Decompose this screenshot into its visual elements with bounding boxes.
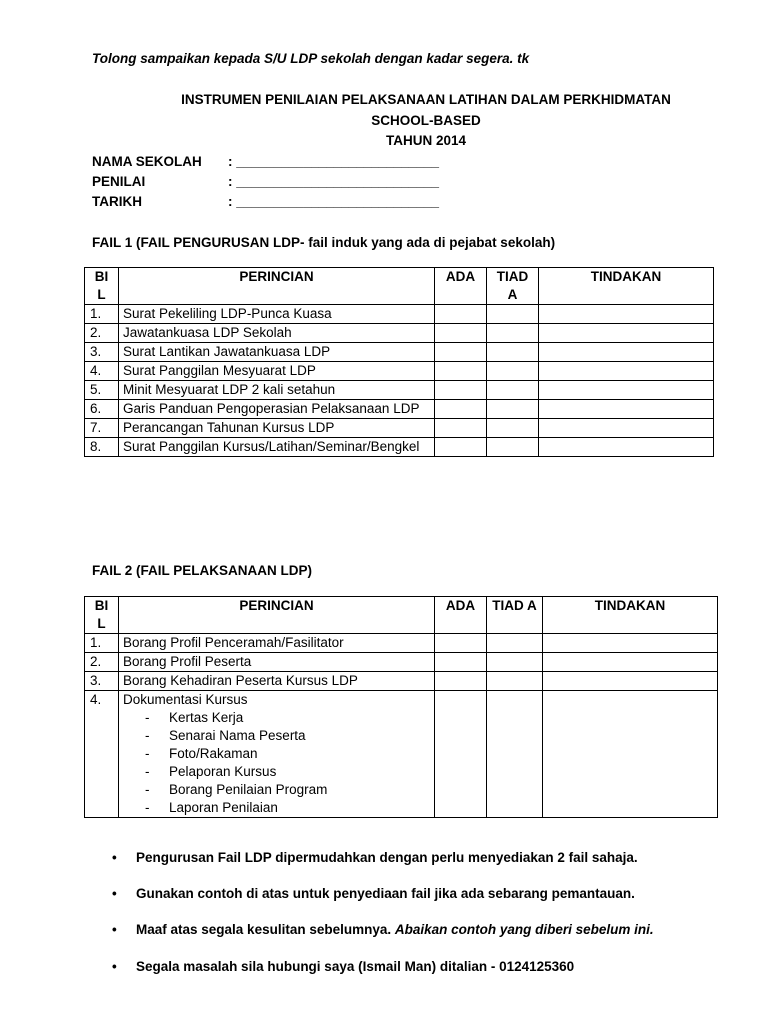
tiada-cell[interactable] [487, 343, 539, 362]
table-header-row [85, 268, 714, 305]
sub-item-text: Foto/Rakaman [169, 746, 258, 761]
document-title-line3: TAHUN 2014 [385, 133, 467, 148]
sub-item [123, 709, 430, 727]
header-perincian: PERINCIAN [119, 597, 435, 634]
table-row [85, 653, 718, 672]
tiada-cell[interactable] [487, 634, 543, 653]
dash-bullet: - [145, 710, 150, 725]
tiada-cell[interactable] [487, 653, 543, 672]
header-tindakan: TINDAKAN [543, 597, 718, 634]
tiada-cell[interactable] [487, 381, 539, 400]
bullet-text-italic: Abaikan contoh yang diberi sebelum ini. [394, 922, 654, 937]
row-number: 7. [85, 419, 119, 438]
meta-value: : ___________________________ [228, 174, 439, 189]
header-ada: ADA [435, 268, 487, 305]
row-text: Jawatankuasa LDP Sekolah [119, 324, 435, 343]
tiada-cell[interactable] [487, 419, 539, 438]
table-row [85, 381, 714, 400]
ada-cell[interactable] [435, 305, 487, 324]
ada-cell[interactable] [435, 419, 487, 438]
bullet-dot: • [112, 959, 117, 974]
sub-item-text: Senarai Nama Peserta [169, 728, 306, 743]
table-row [85, 362, 714, 381]
sub-item [123, 763, 430, 781]
fail1-table [84, 267, 714, 457]
bullet-dot: • [112, 850, 117, 865]
sub-item [123, 727, 430, 745]
tiada-cell[interactable] [487, 691, 543, 818]
table-row [85, 324, 714, 343]
document-title-line1: INSTRUMEN PENILAIAN PELAKSANAAN LATIHAN DALAM PERKHIDMATAN [181, 92, 671, 107]
header-tindakan: TINDAKAN [539, 268, 714, 305]
meta-label: PENILAI [92, 174, 146, 189]
table-row [85, 691, 718, 818]
table-row [85, 400, 714, 419]
row-text-with-subitems [119, 691, 435, 818]
sub-item-text: Borang Penilaian Program [169, 782, 328, 797]
tiada-cell[interactable] [487, 438, 539, 457]
bullet-text: Gunakan contoh di atas untuk penyediaan fail jika ada sebarang pemantauan. [136, 886, 635, 901]
header-bil: BI L [85, 597, 119, 634]
tiada-cell[interactable] [487, 324, 539, 343]
row-text: Borang Profil Penceramah/Fasilitator [119, 634, 435, 653]
row-number: 4. [85, 691, 119, 818]
sub-item-text: Pelaporan Kursus [169, 764, 277, 779]
table-row [85, 305, 714, 324]
ada-cell[interactable] [435, 400, 487, 419]
bullet-text-normal: Maaf atas segala kesulitan sebelumnya. [136, 922, 395, 937]
row-number: 8. [85, 438, 119, 457]
row-text: Borang Kehadiran Peserta Kursus LDP [119, 672, 435, 691]
header-perincian: PERINCIAN [119, 268, 435, 305]
meta-value: : ___________________________ [228, 154, 439, 169]
row-text: Surat Lantikan Jawatankuasa LDP [119, 343, 435, 362]
tiada-cell[interactable] [487, 672, 543, 691]
meta-penilai [92, 174, 439, 189]
row-number: 5. [85, 381, 119, 400]
meta-label: NAMA SEKOLAH [92, 154, 202, 169]
tindakan-cell[interactable] [539, 305, 714, 324]
dash-bullet: - [145, 764, 150, 779]
tiada-cell[interactable] [487, 362, 539, 381]
row-number: 2. [85, 653, 119, 672]
header-bil: BI L [85, 268, 119, 305]
row-text: Surat Pekeliling LDP-Punca Kuasa [119, 305, 435, 324]
table-row [85, 419, 714, 438]
fail2-table [84, 596, 718, 818]
header-tiada: TIAD A [487, 597, 543, 634]
bullet-dot: • [112, 886, 117, 901]
ada-cell[interactable] [435, 691, 487, 818]
table-row [85, 438, 714, 457]
dash-bullet: - [145, 782, 150, 797]
tindakan-cell[interactable] [543, 672, 718, 691]
row-text: Surat Panggilan Kursus/Latihan/Seminar/Bengkel [119, 438, 435, 457]
row-text: Surat Panggilan Mesyuarat LDP [119, 362, 435, 381]
row-number: 1. [85, 305, 119, 324]
header-ada: ADA [435, 597, 487, 634]
row-text: Minit Mesyuarat LDP 2 kali setahun [119, 381, 435, 400]
meta-nama-sekolah [92, 154, 439, 169]
tindakan-cell[interactable] [543, 691, 718, 818]
tindakan-cell[interactable] [539, 324, 714, 343]
row-number: 6. [85, 400, 119, 419]
row-text: Dokumentasi Kursus [123, 692, 248, 707]
table-row [85, 343, 714, 362]
table-row [85, 672, 718, 691]
ada-cell[interactable] [435, 438, 487, 457]
ada-cell[interactable] [435, 343, 487, 362]
meta-tarikh [92, 194, 439, 209]
row-number: 3. [85, 343, 119, 362]
instruction-note: Tolong sampaikan kepada S/U LDP sekolah dengan kadar segera. tk [92, 51, 530, 66]
tindakan-cell[interactable] [539, 438, 714, 457]
dash-bullet: - [145, 800, 150, 815]
row-number: 3. [85, 672, 119, 691]
tindakan-cell[interactable] [539, 381, 714, 400]
fail1-heading: FAIL 1 (FAIL PENGURUSAN LDP- fail induk yang ada di pejabat sekolah) [92, 235, 556, 250]
row-text: Garis Panduan Pengoperasian Pelaksanaan LDP [119, 400, 435, 419]
dash-bullet: - [145, 728, 150, 743]
table-header-row [85, 597, 718, 634]
header-tiada: TIAD A [487, 268, 539, 305]
ada-cell[interactable] [435, 381, 487, 400]
ada-cell[interactable] [435, 672, 487, 691]
sub-item-text: Kertas Kerja [169, 710, 244, 725]
dash-bullet: - [145, 746, 150, 761]
bullet-dot: • [112, 922, 117, 937]
row-text: Perancangan Tahunan Kursus LDP [119, 419, 435, 438]
row-number: 1. [85, 634, 119, 653]
sub-item [123, 781, 430, 799]
bullet-text: Segala masalah sila hubungi saya (Ismail Man) ditalian - 0124125360 [136, 959, 575, 974]
tiada-cell[interactable] [487, 400, 539, 419]
bullet-text [136, 922, 654, 937]
ada-cell[interactable] [435, 653, 487, 672]
row-number: 4. [85, 362, 119, 381]
tindakan-cell[interactable] [543, 634, 718, 653]
row-number: 2. [85, 324, 119, 343]
ada-cell[interactable] [435, 324, 487, 343]
meta-label: TARIKH [92, 194, 142, 209]
tiada-cell[interactable] [487, 305, 539, 324]
row-text: Borang Profil Peserta [119, 653, 435, 672]
document-title-line2: SCHOOL-BASED [371, 113, 481, 128]
tindakan-cell[interactable] [539, 362, 714, 381]
fail2-heading: FAIL 2 (FAIL PELAKSANAAN LDP) [92, 563, 313, 578]
tindakan-cell[interactable] [543, 653, 718, 672]
meta-value: : ___________________________ [228, 194, 439, 209]
sub-item [123, 745, 430, 763]
ada-cell[interactable] [435, 362, 487, 381]
tindakan-cell[interactable] [539, 400, 714, 419]
table-row [85, 634, 718, 653]
sub-item [123, 799, 430, 817]
ada-cell[interactable] [435, 634, 487, 653]
bullet-text: Pengurusan Fail LDP dipermudahkan dengan perlu menyediakan 2 fail sahaja. [136, 850, 638, 865]
sub-item-text: Laporan Penilaian [169, 800, 278, 815]
tindakan-cell[interactable] [539, 419, 714, 438]
tindakan-cell[interactable] [539, 343, 714, 362]
